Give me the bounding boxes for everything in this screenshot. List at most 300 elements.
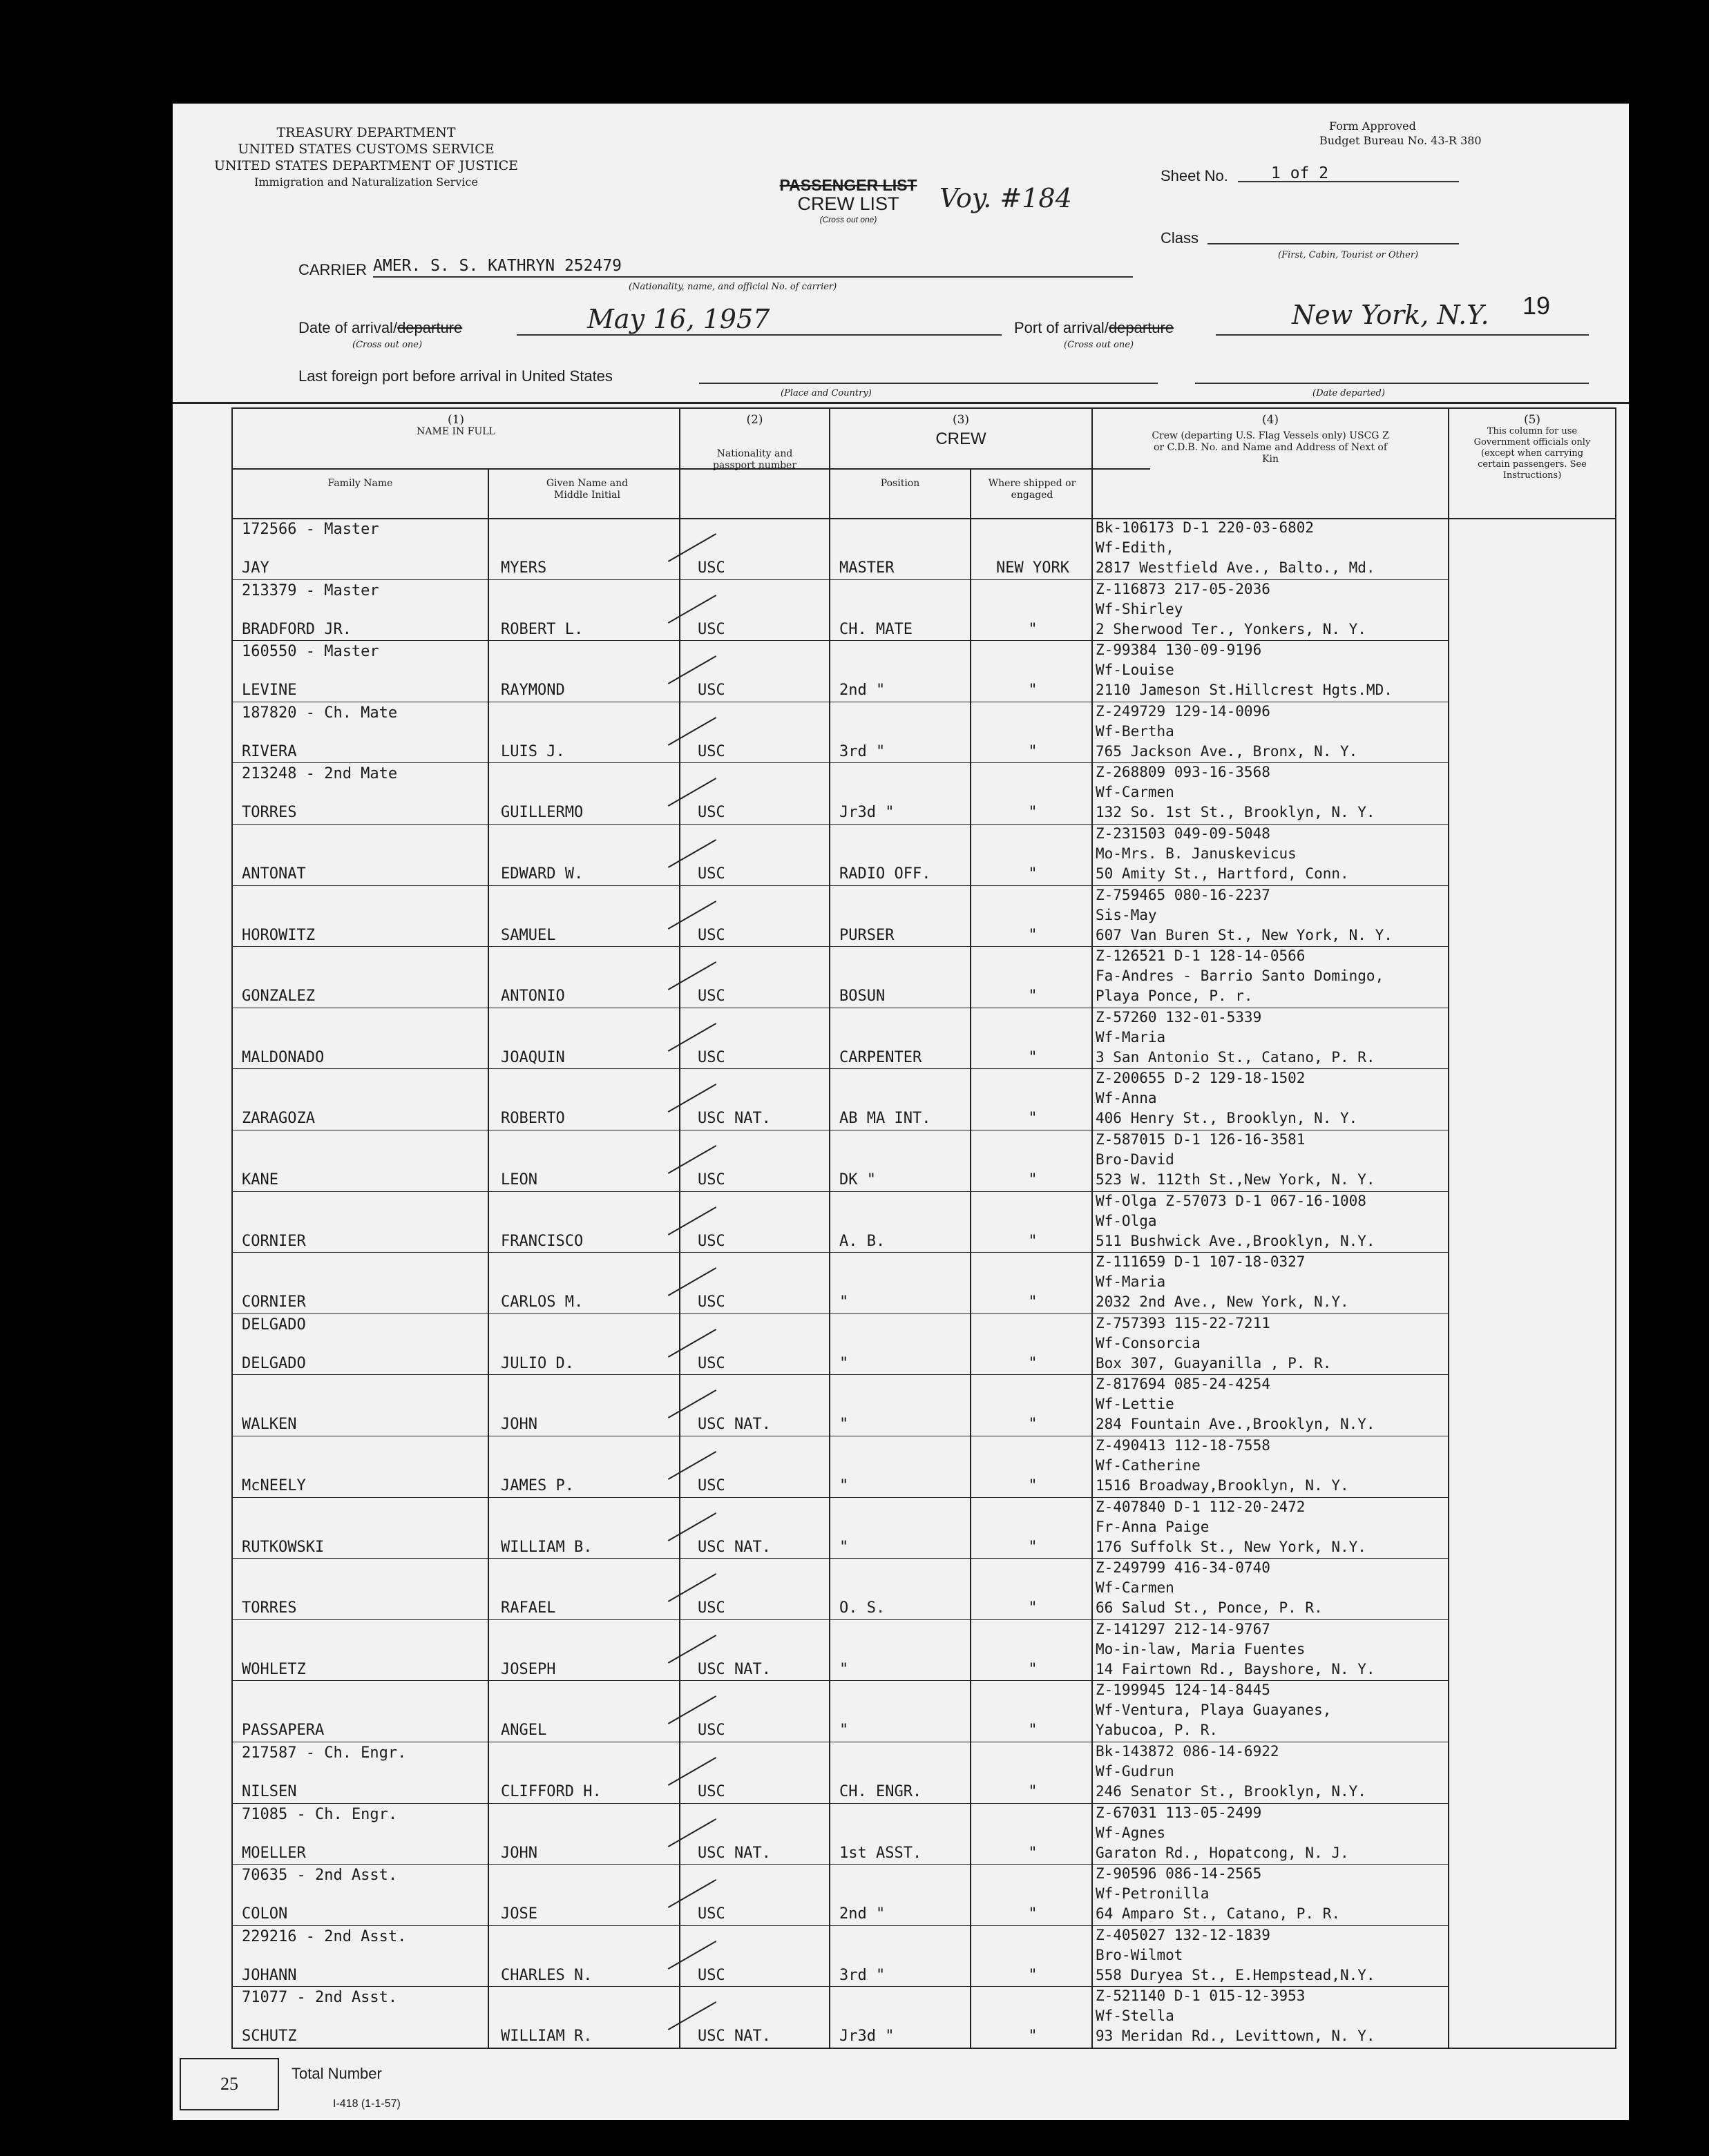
- nationality: USC: [698, 1171, 725, 1188]
- next-of-kin: Wf-Shirley: [1096, 600, 1183, 617]
- check-mark: [668, 1145, 716, 1174]
- total-number-box: 25: [180, 2058, 279, 2110]
- table-row: [173, 1376, 1629, 1437]
- place-hint: (Place and Country): [781, 388, 872, 398]
- next-of-kin: Wf-Louise: [1096, 662, 1174, 679]
- nationality: USC: [698, 1048, 725, 1066]
- kin-address: Garaton Rd., Hopatcong, N. J.: [1096, 1844, 1349, 1861]
- nationality: USC: [698, 1783, 725, 1800]
- table-row: [173, 1682, 1629, 1743]
- kin-address: 2817 Westfield Ave., Balto., Md.: [1096, 559, 1375, 576]
- row-divider: [231, 1803, 1448, 1804]
- row-divider: [231, 1497, 1448, 1498]
- table-row: [173, 1070, 1629, 1131]
- check-mark: [668, 1084, 716, 1113]
- row-divider: [231, 1925, 1448, 1926]
- z-number: Z-490413 112-18-7558: [1096, 1437, 1270, 1454]
- check-mark: [668, 778, 716, 807]
- license-line: 160550 - Master: [242, 643, 379, 661]
- given-name: CLIFFORD H.: [501, 1783, 602, 1800]
- kin-address: 50 Amity St., Hartford, Conn.: [1096, 865, 1349, 882]
- z-number: Z-67031 113-05-2499: [1096, 1804, 1262, 1821]
- family-name: PASSAPERA: [242, 1722, 325, 1740]
- next-of-kin: Wf-Olga: [1096, 1212, 1157, 1229]
- check-mark: [668, 2002, 716, 2031]
- z-number: Z-249729 129-14-0096: [1096, 702, 1270, 720]
- z-number: Z-249799 416-34-0740: [1096, 1559, 1270, 1577]
- row-divider: [231, 946, 1448, 947]
- family-name: HOROWITZ: [242, 926, 315, 944]
- nationality: USC NAT.: [698, 1416, 771, 1434]
- family-name: MALDONADO: [242, 1048, 325, 1066]
- check-mark: [668, 1941, 716, 1970]
- table-row: [173, 581, 1629, 642]
- where-shipped: ": [1028, 1538, 1038, 1556]
- next-of-kin: Wf-Consorcia: [1096, 1334, 1201, 1351]
- form-number: I-418 (1-1-57): [333, 2098, 401, 2110]
- check-mark: [668, 1512, 716, 1541]
- check-mark: [668, 1451, 716, 1480]
- where-shipped: ": [1028, 1905, 1038, 1923]
- position: ": [839, 1416, 849, 1434]
- kin-address: 406 Henry St., Brooklyn, N. Y.: [1096, 1110, 1358, 1127]
- agency-line: Immigration and Naturalization Service: [254, 175, 478, 189]
- check-mark: [668, 533, 716, 562]
- nationality: USC: [698, 865, 725, 883]
- next-of-kin: Wf-Gudrun: [1096, 1763, 1174, 1780]
- position: ": [839, 1722, 849, 1740]
- date-label-text: Date of arrival/: [298, 319, 398, 336]
- where-shipped: ": [1028, 2028, 1038, 2046]
- kin-address: 3 San Antonio St., Catano, P. R.: [1096, 1048, 1375, 1066]
- agency-line: UNITED STATES CUSTOMS SERVICE: [238, 142, 495, 157]
- row-divider: [231, 640, 1448, 641]
- date-hint: (Cross out one): [352, 340, 423, 350]
- z-number: Z-231503 049-09-5048: [1096, 825, 1270, 842]
- table-row: [173, 703, 1629, 764]
- nationality: USC: [698, 559, 725, 577]
- table-row: [173, 519, 1629, 581]
- where-shipped: ": [1028, 1783, 1038, 1800]
- table-row: [173, 1621, 1629, 1682]
- family-name: TORRES: [242, 1599, 297, 1617]
- check-mark: [668, 839, 716, 868]
- nationality: USC: [698, 1232, 725, 1250]
- kin-address: 607 Van Buren St., New York, N. Y.: [1096, 926, 1393, 943]
- col3-title: CREW: [935, 430, 986, 448]
- kin-address: 284 Fountain Ave.,Brooklyn, N.Y.: [1096, 1416, 1375, 1433]
- check-mark: [668, 655, 716, 684]
- kin-address: Playa Ponce, P. r.: [1096, 988, 1253, 1005]
- family-name: LEVINE: [242, 682, 297, 700]
- given-name: MYERS: [501, 559, 547, 577]
- z-number: Z-116873 217-05-2036: [1096, 580, 1270, 597]
- where-shipped: ": [1028, 1477, 1038, 1494]
- license-line: 213379 - Master: [242, 581, 379, 599]
- family-name: ANTONAT: [242, 865, 306, 883]
- row-divider: [231, 1986, 1448, 1987]
- position: MASTER: [839, 559, 895, 577]
- check-mark: [668, 901, 716, 930]
- kin-address: 2 Sherwood Ter., Yonkers, N. Y.: [1096, 620, 1366, 637]
- position: ": [839, 1660, 849, 1678]
- check-mark: [668, 1206, 716, 1235]
- given-name: CARLOS M.: [501, 1293, 584, 1311]
- where-shipped: ": [1028, 865, 1038, 883]
- position: 1st ASST.: [839, 1844, 922, 1862]
- table-row: [173, 1131, 1629, 1193]
- table-row: [173, 1927, 1629, 1988]
- given-name: CHARLES N.: [501, 1966, 593, 1984]
- row-divider: [231, 885, 1448, 886]
- position: Jr3d ": [839, 804, 895, 822]
- next-of-kin: Mo-Mrs. B. Januskevicus: [1096, 845, 1297, 862]
- license-line: 71085 - Ch. Engr.: [242, 1805, 398, 1823]
- date-label: [298, 319, 462, 337]
- family-name: GONZALEZ: [242, 988, 315, 1005]
- budget-bureau-text: Budget Bureau No. 43-R 380: [1319, 134, 1482, 147]
- where-shipped: ": [1028, 742, 1038, 760]
- nationality: USC NAT.: [698, 1660, 771, 1678]
- given-name: GUILLERMO: [501, 804, 584, 822]
- license-line: 71077 - 2nd Asst.: [242, 1989, 398, 2007]
- given-name: ROBERT L.: [501, 620, 584, 638]
- license-line: 213248 - 2nd Mate: [242, 765, 398, 783]
- next-of-kin: Mo-in-law, Maria Fuentes: [1096, 1640, 1306, 1657]
- where-shipped: ": [1028, 1722, 1038, 1740]
- check-mark: [668, 1390, 716, 1419]
- next-of-kin: Wf-Catherine: [1096, 1457, 1201, 1474]
- position: 3rd ": [839, 742, 886, 760]
- next-of-kin: Wf-Petronilla: [1096, 1885, 1210, 1903]
- kin-address: 64 Amparo St., Catano, P. R.: [1096, 1905, 1341, 1923]
- family-name: COLON: [242, 1905, 288, 1923]
- z-number: Z-587015 D-1 126-16-3581: [1096, 1131, 1306, 1148]
- position: CH. ENGR.: [839, 1783, 922, 1800]
- z-number: Wf-Olga Z-57073 D-1 067-16-1008: [1096, 1192, 1366, 1209]
- col1-header: [233, 414, 679, 438]
- position: 3rd ": [839, 1966, 886, 1984]
- table-row: [173, 1559, 1629, 1621]
- where-shipped: ": [1028, 1171, 1038, 1188]
- row-divider: [231, 824, 1448, 825]
- family-name: RIVERA: [242, 742, 297, 760]
- position: CARPENTER: [839, 1048, 922, 1066]
- given-name: JOHN: [501, 1416, 537, 1434]
- col3-number: (3): [952, 413, 970, 427]
- next-of-kin: Wf-Bertha: [1096, 722, 1174, 740]
- position: ": [839, 1293, 849, 1311]
- family-name: JAY: [242, 559, 269, 577]
- table-row: [173, 1987, 1629, 2049]
- position: AB MA INT.: [839, 1110, 931, 1128]
- where-shipped: NEW YORK: [996, 559, 1069, 577]
- total-number-label: Total Number: [292, 2065, 382, 2082]
- nationality: USC NAT.: [698, 1844, 771, 1862]
- kin-address: 93 Meridan Rd., Levittown, N. Y.: [1096, 2028, 1375, 2045]
- next-of-kin: Fa-Andres - Barrio Santo Domingo,: [1096, 968, 1384, 985]
- next-of-kin: Bro-David: [1096, 1151, 1174, 1168]
- col2-header: [680, 414, 829, 472]
- given-name: LEON: [501, 1171, 537, 1188]
- z-number: Z-99384 130-09-9196: [1096, 642, 1262, 659]
- col5-number: (5): [1523, 413, 1541, 427]
- given-name: ANGEL: [501, 1722, 547, 1740]
- agency-line: UNITED STATES DEPARTMENT OF JUSTICE: [213, 158, 519, 173]
- carrier-label: CARRIER: [298, 261, 367, 278]
- col4-title: Crew (departing U.S. Flag Vessels only) USCG Z or C.D.B. No. and Name and Address of Next of Kin: [1152, 430, 1389, 465]
- z-number: Z-405027 132-12-1839: [1096, 1926, 1270, 1943]
- license-line: 172566 - Master: [242, 521, 379, 538]
- table-row: [173, 1009, 1629, 1070]
- next-of-kin: Wf-Ventura, Playa Guayanes,: [1096, 1702, 1332, 1719]
- z-number: Bk-143872 086-14-6922: [1096, 1743, 1279, 1760]
- family-name: MOELLER: [242, 1844, 306, 1862]
- kin-address: 246 Senator St., Brooklyn, N.Y.: [1096, 1783, 1366, 1800]
- z-number: Z-199945 124-14-8445: [1096, 1682, 1270, 1699]
- nationality: USC: [698, 1477, 725, 1494]
- check-mark: [668, 1329, 716, 1358]
- next-of-kin: Wf-Maria: [1096, 1273, 1166, 1291]
- nationality: USC: [698, 988, 725, 1005]
- z-number: Z-817694 085-24-4254: [1096, 1376, 1270, 1393]
- given-name: JOSE: [501, 1905, 537, 1923]
- crew-list-form: [173, 104, 1629, 2120]
- next-of-kin: Wf-Stella: [1096, 2008, 1174, 2025]
- family-name: CORNIER: [242, 1293, 306, 1311]
- next-of-kin: Wf-Anna: [1096, 1090, 1157, 1107]
- table-row: [173, 1865, 1629, 1927]
- family-name: WALKEN: [242, 1416, 297, 1434]
- row-divider: [231, 1680, 1448, 1681]
- table-row: [173, 1804, 1629, 1866]
- agency-header: [173, 124, 560, 191]
- col3-header: [830, 413, 1091, 448]
- kin-address: 2032 2nd Ave., New York, N.Y.: [1096, 1293, 1349, 1311]
- crew-list-title: CREW LIST: [797, 193, 899, 214]
- next-of-kin: Sis-May: [1096, 906, 1157, 923]
- nationality: USC NAT.: [698, 1538, 771, 1556]
- z-number: Z-57260 132-01-5339: [1096, 1008, 1262, 1026]
- z-number: Z-757393 115-22-7211: [1096, 1314, 1270, 1331]
- given-name: RAFAEL: [501, 1599, 556, 1617]
- position: Jr3d ": [839, 2028, 895, 2046]
- carrier-value: AMER. S. S. KATHRYN 252479: [373, 257, 622, 275]
- next-of-kin: Wf-Agnes: [1096, 1824, 1166, 1841]
- position: CH. MATE: [839, 620, 913, 638]
- row-divider: [231, 1619, 1448, 1620]
- col2-title: Nationality and passport number: [712, 448, 797, 471]
- carrier-hint: (Nationality, name, and official No. of carrier): [629, 282, 837, 292]
- col3-shipped-header: Where shipped or engaged: [988, 478, 1076, 501]
- col1-family-header: Family Name: [327, 478, 393, 489]
- given-name: SAMUEL: [501, 926, 556, 944]
- z-number: Z-521140 D-1 015-12-3953: [1096, 1987, 1306, 2005]
- license-line: 229216 - 2nd Asst.: [242, 1927, 407, 1945]
- where-shipped: ": [1028, 620, 1038, 638]
- form-title: [765, 176, 931, 224]
- table-row: [173, 887, 1629, 948]
- given-name: FRANCISCO: [501, 1232, 584, 1250]
- next-of-kin: Bro-Wilmot: [1096, 1946, 1183, 1963]
- z-number: Z-126521 D-1 128-14-0566: [1096, 947, 1306, 965]
- col5-header: [1449, 414, 1615, 481]
- given-name: WILLIAM R.: [501, 2028, 593, 2046]
- position: ": [839, 1354, 849, 1372]
- given-name: JAMES P.: [501, 1477, 574, 1494]
- where-shipped: ": [1028, 1416, 1038, 1434]
- row-divider: [231, 1191, 1448, 1192]
- check-mark: [668, 961, 716, 990]
- next-of-kin: Wf-Carmen: [1096, 1579, 1174, 1597]
- z-number: Z-407840 D-1 112-20-2472: [1096, 1498, 1306, 1515]
- family-name: KANE: [242, 1171, 278, 1188]
- family-name: TORRES: [242, 804, 297, 822]
- z-number: Z-111659 D-1 107-18-0327: [1096, 1253, 1306, 1271]
- table-row: [173, 642, 1629, 703]
- position: BOSUN: [839, 988, 886, 1005]
- col1-title: NAME IN FULL: [417, 426, 495, 437]
- nationality: USC: [698, 1354, 725, 1372]
- arrival-date: May 16, 1957: [587, 304, 770, 334]
- date-departed-hint: (Date departed): [1312, 388, 1385, 398]
- family-name: RUTKOWSKI: [242, 1538, 325, 1556]
- nationality: USC: [698, 620, 725, 638]
- family-name: NILSEN: [242, 1783, 297, 1800]
- check-mark: [668, 1023, 716, 1052]
- passenger-list-struck: PASSENGER LIST: [779, 176, 917, 194]
- port-label: [1014, 319, 1174, 337]
- col2-number: (2): [746, 413, 763, 427]
- where-shipped: ": [1028, 682, 1038, 700]
- nationality: USC: [698, 804, 725, 822]
- given-name: JOSEPH: [501, 1660, 556, 1678]
- next-of-kin: Wf-Edith,: [1096, 539, 1174, 556]
- kin-address: 14 Fairtown Rd., Bayshore, N. Y.: [1096, 1660, 1375, 1677]
- given-name: ROBERTO: [501, 1110, 565, 1128]
- class-label: Class: [1161, 229, 1199, 247]
- agency-line: TREASURY DEPARTMENT: [276, 125, 456, 140]
- family-name: WOHLETZ: [242, 1660, 306, 1678]
- license-line: 70635 - 2nd Asst.: [242, 1867, 398, 1885]
- page-number: 19: [1522, 291, 1551, 320]
- cross-out-note: (Cross out one): [819, 215, 877, 224]
- where-shipped: ": [1028, 1660, 1038, 1678]
- check-mark: [668, 717, 716, 746]
- given-name: JULIO D.: [501, 1354, 574, 1372]
- col1-number: (1): [447, 413, 465, 427]
- form-approved-text: Form Approved: [1329, 119, 1416, 133]
- z-number: Bk-106173 D-1 220-03-6802: [1096, 519, 1315, 536]
- next-of-kin: Wf-Maria: [1096, 1028, 1166, 1046]
- given-name: JOAQUIN: [501, 1048, 565, 1066]
- position: DK ": [839, 1171, 876, 1188]
- arrival-port: New York, N.Y.: [1292, 300, 1489, 330]
- next-of-kin: Wf-Lettie: [1096, 1396, 1174, 1413]
- family-name: ZARAGOZA: [242, 1110, 315, 1128]
- kin-address: 1516 Broadway,Brooklyn, N. Y.: [1096, 1477, 1349, 1494]
- kin-address: 765 Jackson Ave., Bronx, N. Y.: [1096, 742, 1358, 760]
- voyage-number: Voy. #184: [939, 183, 1072, 213]
- nationality: USC: [698, 682, 725, 700]
- family-name: McNEELY: [242, 1477, 306, 1494]
- row-divider: [231, 1252, 1448, 1253]
- row-divider: [231, 1558, 1448, 1559]
- next-of-kin: Wf-Carmen: [1096, 784, 1174, 801]
- license-line: DELGADO: [242, 1316, 306, 1334]
- position: ": [839, 1477, 849, 1494]
- kin-address: Yabucoa, P. R.: [1096, 1722, 1219, 1739]
- table-row: [173, 1193, 1629, 1254]
- col1-given-header: Given Name and Middle Initial: [546, 478, 629, 501]
- nationality: USC: [698, 1722, 725, 1740]
- row-divider: [231, 762, 1448, 763]
- date-label-struck: departure: [397, 319, 463, 336]
- license-line: 187820 - Ch. Mate: [242, 704, 398, 722]
- table-row: [173, 947, 1629, 1009]
- nationality: USC: [698, 1966, 725, 1984]
- given-name: EDWARD W.: [501, 865, 584, 883]
- row-divider: [231, 1864, 1448, 1865]
- position: 2nd ": [839, 1905, 886, 1923]
- position: O. S.: [839, 1599, 886, 1617]
- kin-address: 558 Duryea St., E.Hempstead,N.Y.: [1096, 1966, 1375, 1983]
- family-name: DELGADO: [242, 1354, 306, 1372]
- z-number: Z-141297 212-14-9767: [1096, 1620, 1270, 1637]
- check-mark: [668, 1818, 716, 1847]
- where-shipped: ": [1028, 1110, 1038, 1128]
- z-number: Z-90596 086-14-2565: [1096, 1865, 1262, 1883]
- z-number: Z-268809 093-16-3568: [1096, 764, 1270, 781]
- check-mark: [668, 1879, 716, 1908]
- where-shipped: ": [1028, 1966, 1038, 1984]
- last-port-label: Last foreign port before arrival in United States: [298, 367, 613, 385]
- kin-address: 2110 Jameson St.Hillcrest Hgts.MD.: [1096, 682, 1393, 699]
- where-shipped: ": [1028, 926, 1038, 944]
- sheet-value: 1 of 2: [1271, 164, 1329, 182]
- given-name: RAYMOND: [501, 682, 565, 700]
- where-shipped: ": [1028, 1232, 1038, 1250]
- where-shipped: ": [1028, 1599, 1038, 1617]
- nationality: USC NAT.: [698, 1110, 771, 1128]
- nationality: USC: [698, 926, 725, 944]
- nationality: USC: [698, 1293, 725, 1311]
- where-shipped: ": [1028, 1293, 1038, 1311]
- kin-address: 66 Salud St., Ponce, P. R.: [1096, 1599, 1323, 1617]
- check-mark: [668, 595, 716, 624]
- family-name: SCHUTZ: [242, 2028, 297, 2046]
- port-label-struck: departure: [1108, 319, 1174, 336]
- check-mark: [668, 1696, 716, 1725]
- z-number: Z-759465 080-16-2237: [1096, 886, 1270, 903]
- nationality: USC: [698, 742, 725, 760]
- position: A. B.: [839, 1232, 886, 1250]
- given-name: JOHN: [501, 1844, 537, 1862]
- family-name: JOHANN: [242, 1966, 297, 1984]
- check-mark: [668, 1757, 716, 1786]
- class-hint: (First, Cabin, Tourist or Other): [1278, 250, 1419, 260]
- nationality: USC: [698, 1599, 725, 1617]
- row-divider: [231, 579, 1448, 580]
- row-divider: [231, 1313, 1448, 1314]
- sheet-label: Sheet No.: [1161, 167, 1228, 184]
- z-number: Z-200655 D-2 129-18-1502: [1096, 1070, 1306, 1087]
- nationality: USC: [698, 1905, 725, 1923]
- table-row: [173, 825, 1629, 887]
- col5-title: This column for use Government officials only (except when carrying certain passengers. See Instructions): [1473, 426, 1591, 481]
- where-shipped: ": [1028, 1844, 1038, 1862]
- kin-address: 523 W. 112th St.,New York, N. Y.: [1096, 1171, 1375, 1188]
